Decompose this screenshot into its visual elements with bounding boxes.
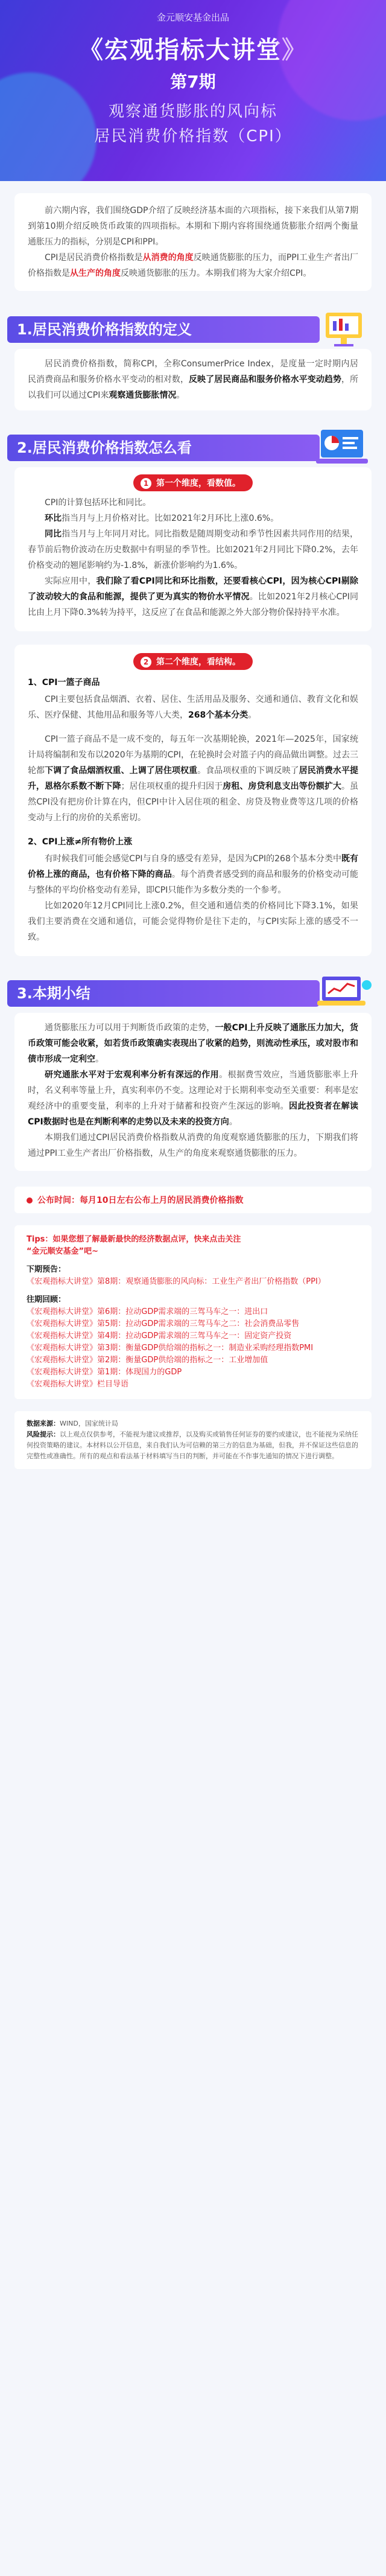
notice-text: 公布时间：每月10日左右公布上月的居民消费价格指数 [37, 1196, 244, 1205]
page-title: 《宏观指标大讲堂》 [79, 36, 307, 64]
section-heading-3 [0, 973, 386, 1013]
past-issue-link[interactable]: 《宏观指标大讲堂》第1期：体现国力的GDP [27, 1368, 182, 1377]
section2-panel-b [14, 645, 372, 956]
data-source: 数据来源：WIND，国家统计局 [27, 1420, 118, 1427]
section3-panel [14, 1013, 372, 1171]
tag-label: 第二个维度，看结构。 [156, 657, 241, 667]
body-text: 环比指当月与上月价格对比。比如2021年2月环比上涨0.6%。 [45, 514, 279, 523]
body-text: 同比指当月与上年同月对比。同比指数是随周期变动和季节性因素共同作用的结果，春节前后物价波动在历史数据中有明显的季节性。比如2021年2月同比下降0.2%，去年价格变动的翘尾影响约为-1.8%，新涨价影响约为1.6%。 [28, 529, 359, 570]
body-text: CPI一篮子商品不是一成不变的，每五年一次基期轮换，2021年—2025年，国家统计局将编制和发布以2020年为基期的CPI，在轮换时会对篮子内的商品做出调整。过去三轮都下调了食品烟酒权重、上调了居住项权重。食品项权重的下调反映了居民消费水平提升，恩格尔系数不断下降；居住项权重的提升归因于房租、房贷利息支出等份额扩大。虽然CPI没有把房价计算在内，但CPI中计入居住项的租金、房贷及物业费等这几项的价格变动与上行的房价的关系密切。 [28, 735, 359, 823]
subheading: 1、CPI一篮子商品 [28, 678, 100, 687]
intro-panel [14, 193, 372, 291]
body-text: CPI的计算包括环比和同比。 [45, 498, 151, 508]
body-text: 比如2020年12月CPI同比上涨0.2%，但交通和通信类的价格同比下降3.1%，如果我们主要消费在交通和通信，可能会觉得物价是往下走的，与CPI实际上涨的感受不一致。 [28, 901, 358, 942]
tag-label: 第一个维度，看数值。 [156, 479, 241, 488]
past-issue-link[interactable]: 《宏观指标大讲堂》第4期：拉动GDP需求端的三驾马车之一：固定资产投资 [27, 1331, 292, 1341]
body-text: 实际应用中，我们除了看CPI同比和环比指数，还要看核心CPI，因为核心CPI剔除了波动较大的食品和能源，提供了更为真实的物价水平情况。比如2021年2月核心CPI同比由上月下降0.3%转为持平，这反应了在食品和能源之外大部分物价保持持平水准。 [28, 576, 359, 617]
subtitle-line1: 观察通货膨胀的风向标 [108, 103, 277, 121]
tips-follow[interactable]: “金元顺安基金”吧~ [27, 1247, 98, 1256]
tag-number: 1 [141, 478, 151, 489]
dimension-tag-2 [28, 653, 358, 670]
section-title: 2.居民消费价格指数怎么看 [7, 435, 320, 461]
past-issue-link[interactable]: 《宏观指标大讲堂》第5期：拉动GDP需求端的三驾马车之二：社会消费品零售 [27, 1319, 300, 1328]
past-issues-heading: 往期回顾： [27, 1295, 66, 1304]
section1-panel [14, 349, 372, 410]
tips-text: Tips：如果您想了解最新最快的经济数据点评，快来点击关注 [27, 1235, 241, 1244]
subheading: 2、CPI上涨≠所有物价上涨 [28, 837, 133, 847]
section-title: 1.居民消费价格指数的定义 [7, 316, 320, 343]
subtitle-line2: 居民消费价格指数（CPI） [94, 127, 292, 145]
publish-notice [14, 1187, 372, 1213]
next-issue-heading: 下期预告： [27, 1265, 66, 1274]
hero-banner [0, 0, 386, 181]
issue-number: 第7期 [170, 72, 216, 92]
intro-paragraph: CPI是居民消费价格指数是从消费的角度反映通货膨胀的压力，而PPI工业生产者出厂价格指数是从生产的角度反映通货膨胀的压力。本期我们将为大家介绍CPI。 [28, 253, 358, 278]
laptop-chart-icon [308, 973, 374, 1013]
data-board-icon [308, 427, 374, 467]
dot-icon [27, 1197, 33, 1204]
dimension-tag-1 [28, 474, 358, 491]
summary-text: 通货膨胀压力可以用于判断货币政策的走势，一般CPI上升反映了通胀压力加大，货币政策可能会收紧，如若货币政策确实表现出了收紧的趋势，则流动性承压，或对股市和债市形成一定利空。 [28, 1023, 359, 1064]
next-issue-link[interactable]: 《宏观指标大讲堂》第8期：观察通货膨胀的风向标：工业生产者出厂价格指数（PPI） [27, 1277, 326, 1286]
past-issue-link[interactable]: 《宏观指标大讲堂》第6期：拉动GDP需求端的三驾马车之一：进出口 [27, 1307, 268, 1316]
intro-paragraph: 前六期内容，我们围绕GDP介绍了反映经济基本面的六项指标，接下来我们从第7期到第10期介绍反映货币政策的四项指标。本期和下期内容将围绕通货膨胀介绍两个衡量通胀压力的指标，分别是CPI和PPI。 [28, 206, 358, 247]
disclaimer-panel [14, 1411, 372, 1469]
monitor-icon [308, 309, 374, 349]
summary-text: 本期我们通过CPI居民消费价格指数从消费的角度观察通货膨胀的压力，下期我们将通过PPI工业生产者出厂价格指数，从生产的角度来观察通货膨胀的压力。 [28, 1133, 358, 1158]
section-heading-1 [0, 309, 386, 349]
past-issue-link[interactable]: 《宏观指标大讲堂》栏目导语 [27, 1380, 129, 1389]
body-text: 有时候我们可能会感觉CPI与自身的感受有差异，是因为CPI的268个基本分类中既有价格上涨的商品，也有价格下降的商品。每个消费者感受到的商品和服务的价格变动可能与整体的平均价格变动有差异，即CPI只能作为多数分类的一个参考。 [28, 854, 359, 895]
definition-text: 居民消费价格指数，简称CPI，全称ConsumerPrice Index，是度量一定时期内居民消费商品和服务价格水平变动的相对数，反映了居民商品和服务价格水平变动趋势，所以我们可以通过CPI来观察通货膨胀情况。 [28, 359, 359, 400]
section-title: 3.本期小结 [7, 980, 320, 1007]
summary-text: 研究通胀水平对于宏观利率分析有深远的作用。根据费雪效应，当通货膨胀率上升时，名义利率等量上升，真实利率仍不变。这理论对于长期利率变动至关重要：利率是宏观经济中的重要变量，利率的上升对于储蓄和投资产生深远的影响。因此投资者在解读CPI数据时也是在判断利率的走势以及未来的投资方向。 [28, 1070, 359, 1127]
risk-warning: 风险提示：以上观点仅供参考，不能视为建议或推荐，以及购买或销售任何证券的要约或建议，也不能视为采纳任何投资策略的建议。本材料以公开信息，来自我们认为可信赖的第三方的信息为基础，但我，并不保证这些信息的完整性或准确性。所有的观点和看法基于材料填写当日的判断，并可能在不作事先通知的情况下进行调整。 [27, 1430, 358, 1460]
links-panel [14, 1225, 372, 1399]
section2-panel-a [14, 467, 372, 631]
past-issue-link[interactable]: 《宏观指标大讲堂》第2期：衡量GDP供给端的指标之一：工业增加值 [27, 1356, 268, 1365]
section-heading-2 [0, 427, 386, 467]
past-issue-link[interactable]: 《宏观指标大讲堂》第3期：衡量GDP供给端的指标之一：制造业采购经理指数PMI [27, 1344, 314, 1353]
body-text: CPI主要包括食品烟酒、衣着、居住、生活用品及服务、交通和通信、教育文化和娱乐、医疗保健、其他用品和服务等八大类，268个基本分类。 [28, 695, 358, 720]
publisher: 金元顺安基金出品 [156, 12, 229, 23]
tag-number: 2 [141, 657, 151, 668]
